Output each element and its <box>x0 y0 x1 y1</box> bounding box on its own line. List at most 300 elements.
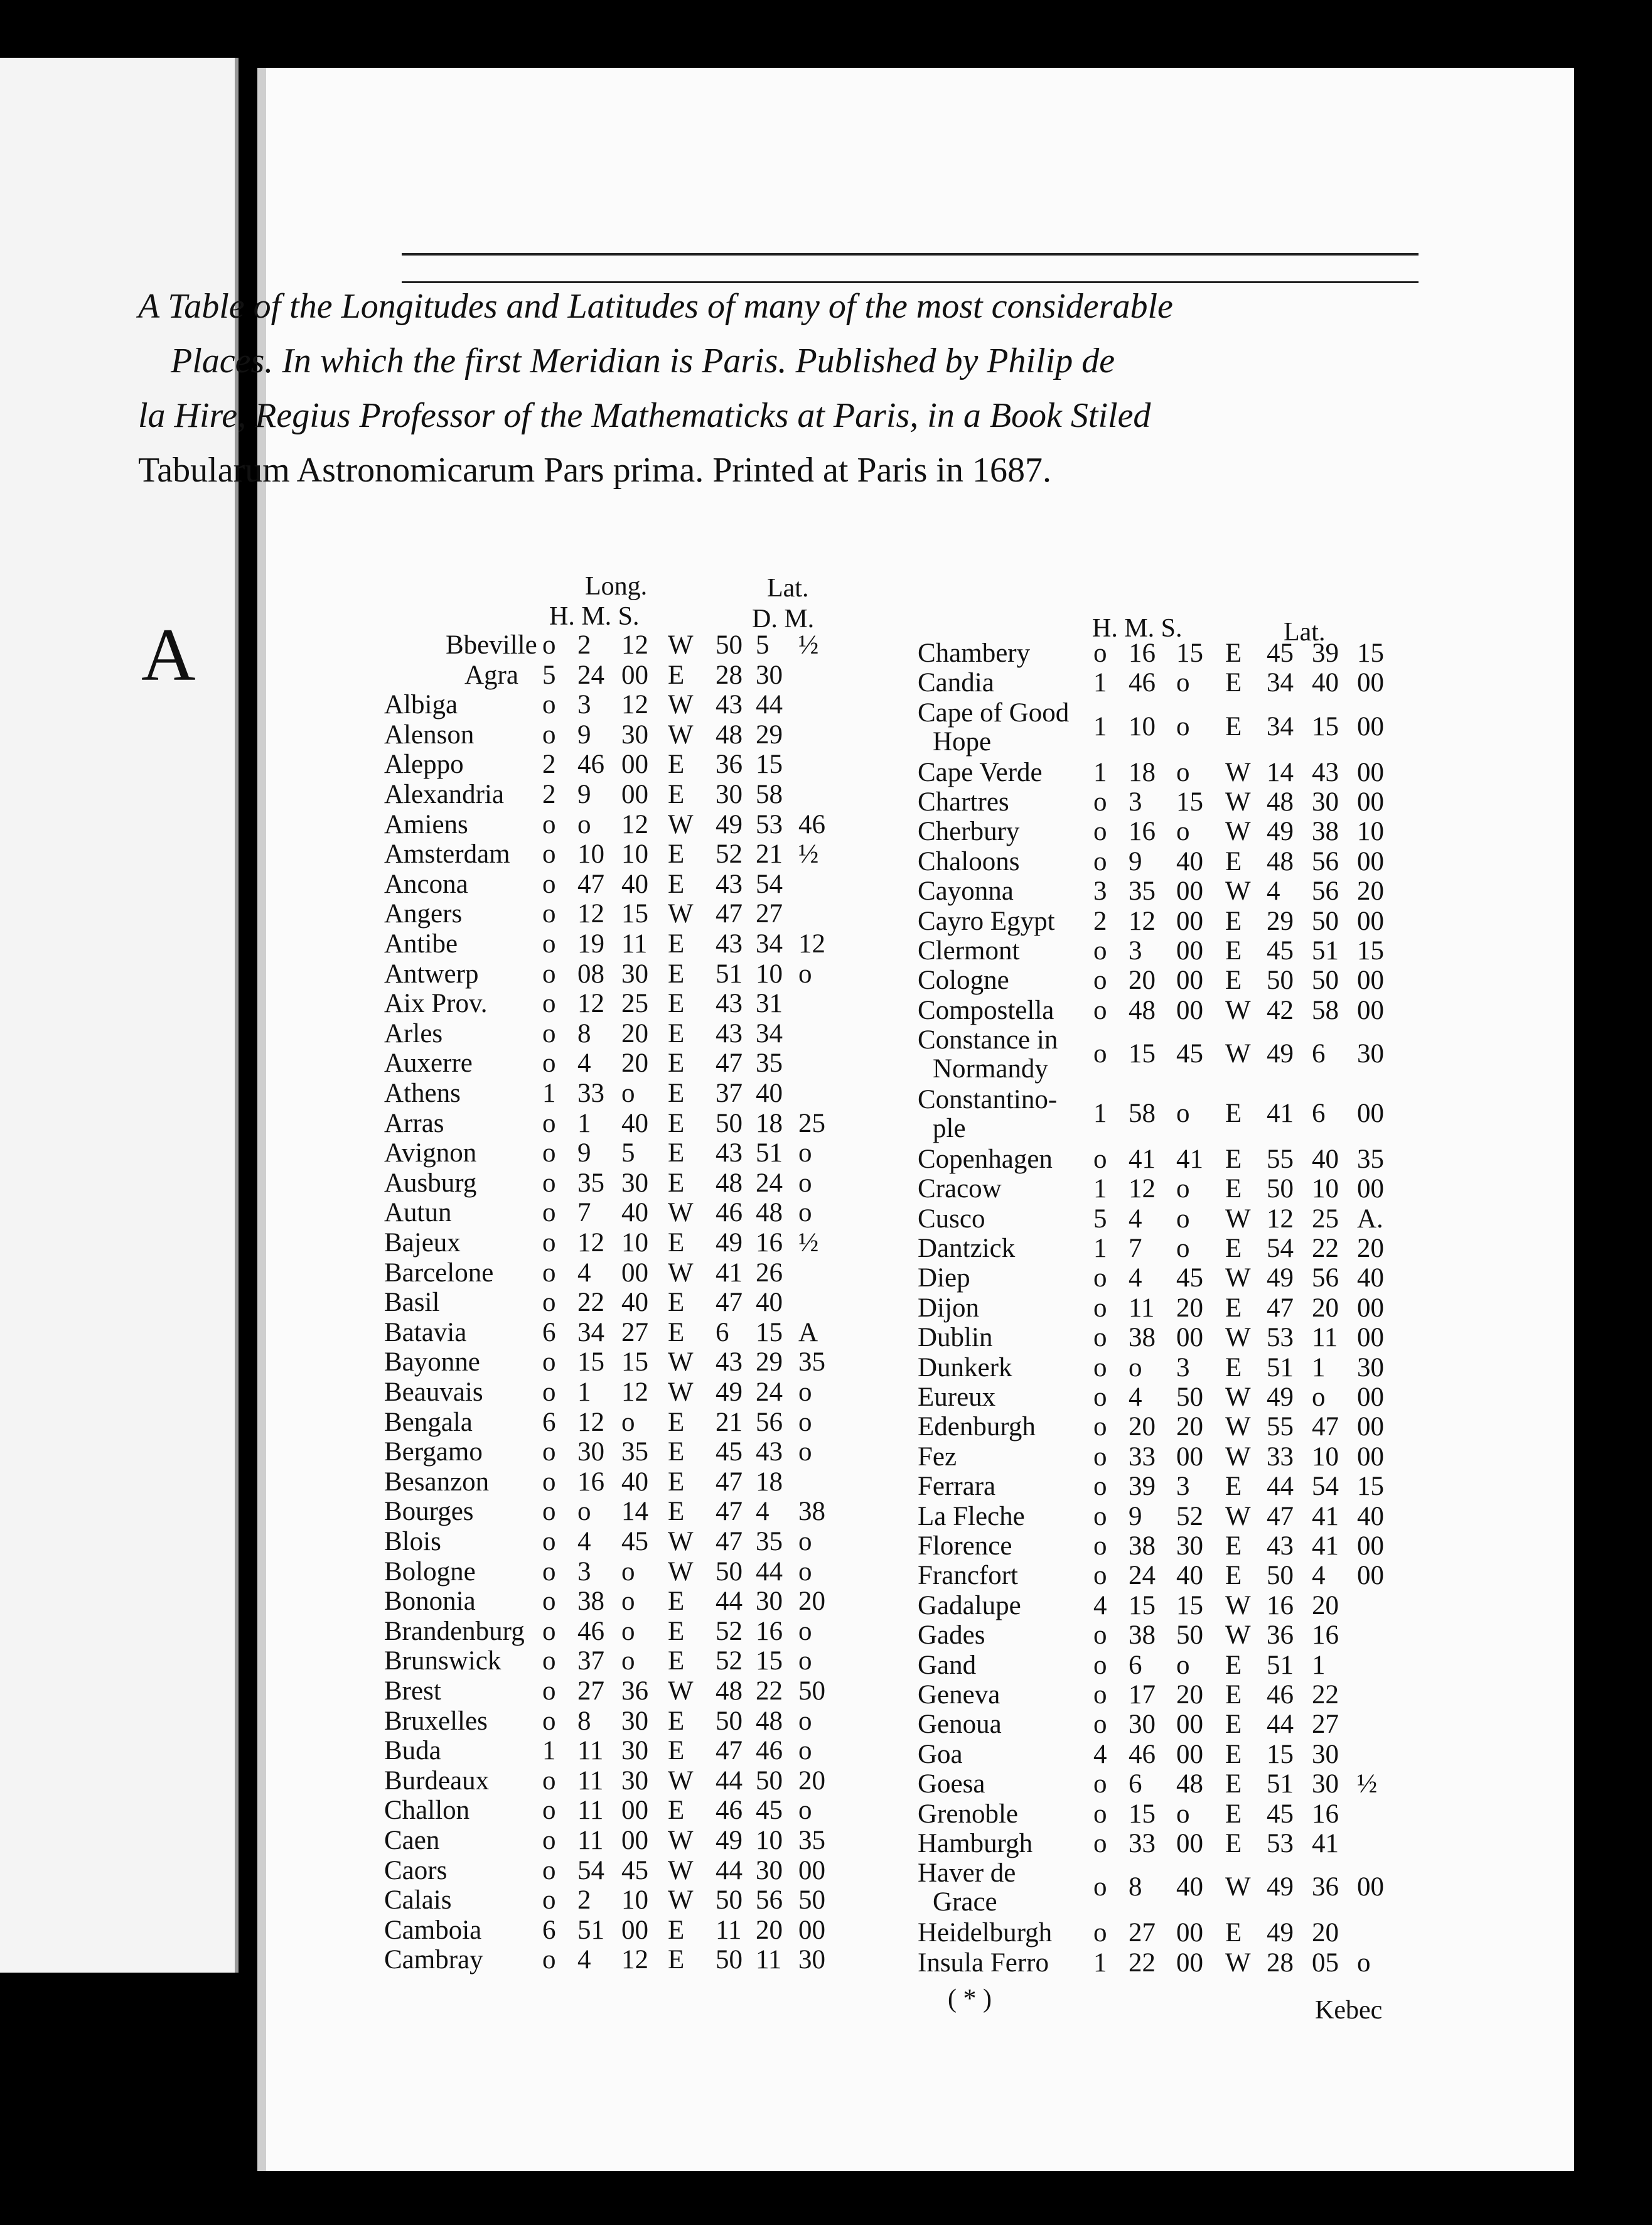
table-row <box>918 817 1407 847</box>
place-name: Insula Ferro <box>918 1948 1049 1978</box>
lat-minutes: 24 <box>756 1168 783 1198</box>
long-hours: 2 <box>1093 906 1107 936</box>
lat-minutes: 44 <box>756 1556 783 1587</box>
long-seconds: 00 <box>621 660 648 690</box>
long-minutes: 48 <box>1129 995 1156 1025</box>
lat-minutes: 51 <box>1312 936 1339 966</box>
long-minutes: 58 <box>1129 1099 1156 1128</box>
long-seconds: 20 <box>1176 1412 1203 1442</box>
lat-minutes: 26 <box>756 1258 783 1288</box>
lat-degrees: 53 <box>1267 1323 1294 1353</box>
long-seconds: o <box>621 1407 635 1437</box>
lat-extra: o <box>798 1796 812 1826</box>
place-name: Ferrara <box>918 1472 996 1502</box>
lat-degrees: 45 <box>1267 936 1294 966</box>
direction: E <box>668 1497 685 1527</box>
direction: E <box>1225 1769 1242 1799</box>
long-seconds: 20 <box>621 1018 648 1048</box>
lat-degrees: 51 <box>1267 1769 1294 1799</box>
long-minutes: 11 <box>577 1796 604 1826</box>
lat-degrees: 36 <box>716 750 743 780</box>
lat-minutes: 6 <box>1312 1099 1326 1128</box>
lat-minutes: 53 <box>756 809 783 839</box>
signature-mark: ( * ) <box>948 1985 992 2013</box>
place-name: Haver de <box>918 1858 1016 1888</box>
long-minutes: 12 <box>1129 1174 1156 1204</box>
long-minutes: 12 <box>577 899 604 929</box>
lat-degrees: 49 <box>716 1377 743 1407</box>
place-name: Diep <box>918 1263 970 1293</box>
place-name: Cracow <box>918 1174 1002 1204</box>
long-minutes: 11 <box>577 1826 604 1855</box>
lat-extra: 00 <box>1357 1323 1384 1353</box>
direction: W <box>668 1527 694 1556</box>
long-minutes: o <box>577 1497 591 1527</box>
place-name: Edenburgh <box>918 1412 1036 1442</box>
long-hours: o <box>542 869 556 899</box>
long-minutes: 12 <box>1129 906 1156 936</box>
lat-minutes: 48 <box>756 1198 783 1228</box>
lat-extra: o <box>798 1556 812 1587</box>
direction: E <box>1225 1099 1242 1128</box>
long-minutes: 33 <box>1129 1441 1156 1472</box>
lat-degrees: 49 <box>1267 1872 1294 1902</box>
table-row <box>918 848 1407 877</box>
lat-extra: 00 <box>798 1915 825 1945</box>
long-hours: o <box>542 1527 556 1556</box>
long-seconds: 00 <box>1176 1829 1203 1858</box>
long-minutes: 46 <box>577 750 604 780</box>
long-seconds: 00 <box>621 1796 648 1826</box>
drop-cap: A <box>141 613 196 696</box>
lat-extra: 00 <box>1357 1872 1384 1902</box>
direction: E <box>668 989 685 1019</box>
table-row <box>918 996 1407 1026</box>
long-hours: o <box>542 630 556 660</box>
long-minutes: 35 <box>1129 876 1156 907</box>
direction: W <box>1225 1872 1251 1902</box>
lat-degrees: 33 <box>1267 1441 1294 1472</box>
long-seconds: 00 <box>1176 1739 1203 1769</box>
place-name: Angers <box>384 899 463 929</box>
lat-extra: 35 <box>1357 1144 1384 1174</box>
long-seconds: 12 <box>621 630 648 660</box>
long-seconds: 20 <box>1176 1293 1203 1323</box>
place-name: Geneva <box>918 1680 1000 1710</box>
left-hms-header: H. M. S. <box>549 602 640 631</box>
lat-degrees: 34 <box>1267 711 1294 741</box>
direction: W <box>1225 1501 1251 1531</box>
lat-minutes: 11 <box>756 1945 782 1975</box>
table-row <box>384 1348 861 1378</box>
long-seconds: o <box>1176 1174 1190 1204</box>
table-row <box>384 1318 861 1349</box>
lat-minutes: 43 <box>1312 757 1339 787</box>
lat-degrees: 50 <box>1267 966 1294 996</box>
long-seconds: 20 <box>1176 1680 1203 1710</box>
long-minutes: 15 <box>1129 1590 1156 1620</box>
long-hours: o <box>542 1826 556 1855</box>
left-dm-header: D. M. <box>752 605 815 633</box>
long-hours: 1 <box>542 1079 556 1108</box>
direction: E <box>668 1407 685 1437</box>
lat-minutes: 10 <box>1312 1441 1339 1472</box>
lat-degrees: 50 <box>1267 1561 1294 1591</box>
table-row <box>918 1234 1407 1264</box>
lat-minutes: 50 <box>756 1765 783 1796</box>
long-hours: o <box>1093 817 1107 847</box>
place-name: Aleppo <box>384 750 464 780</box>
place-name: Alexandria <box>384 780 505 809</box>
table-row <box>918 1919 1407 1948</box>
direction: W <box>1225 1948 1251 1978</box>
long-seconds: 00 <box>1176 1441 1203 1472</box>
lat-minutes: 50 <box>1312 966 1339 996</box>
lat-minutes: 1 <box>1312 1650 1326 1680</box>
place-name: Clermont <box>918 936 1020 966</box>
long-hours: o <box>1093 1561 1107 1591</box>
long-hours: o <box>542 1765 556 1796</box>
lat-degrees: 50 <box>716 1108 743 1138</box>
lat-degrees: 48 <box>1267 846 1294 876</box>
lat-minutes: 51 <box>756 1138 783 1168</box>
long-hours: o <box>542 1676 556 1706</box>
lat-degrees: 46 <box>716 1796 743 1826</box>
long-seconds: o <box>621 1556 635 1587</box>
lat-minutes: 34 <box>756 929 783 959</box>
lat-degrees: 47 <box>716 1288 743 1318</box>
place-name: Brest <box>384 1676 441 1706</box>
place-name: Bayonne <box>384 1347 480 1377</box>
lat-minutes: 22 <box>1312 1680 1339 1710</box>
long-hours: 6 <box>542 1317 556 1347</box>
long-minutes: 18 <box>1129 757 1156 787</box>
lat-extra: 00 <box>1357 1561 1384 1591</box>
direction: E <box>668 1467 685 1497</box>
place-name: Caen <box>384 1826 440 1855</box>
lat-degrees: 48 <box>716 1676 743 1706</box>
place-name: Challon <box>384 1796 470 1826</box>
table-row <box>384 840 861 870</box>
place-name: Camboia <box>384 1915 482 1945</box>
long-hours: o <box>1093 966 1107 996</box>
lat-minutes: 24 <box>756 1377 783 1407</box>
table-row <box>918 1949 1407 1978</box>
lat-minutes: 46 <box>756 1736 783 1766</box>
long-hours: 1 <box>1093 1174 1107 1204</box>
direction: E <box>668 750 685 780</box>
long-minutes: 27 <box>1129 1918 1156 1948</box>
lat-extra: o <box>798 1736 812 1766</box>
long-seconds: o <box>1176 711 1190 741</box>
lat-degrees: 44 <box>1267 1710 1294 1740</box>
long-hours: o <box>542 1587 556 1617</box>
long-hours: o <box>1093 936 1107 966</box>
long-hours: 4 <box>1093 1590 1107 1620</box>
table-row <box>384 1647 861 1677</box>
lat-minutes: 29 <box>756 719 783 750</box>
right-hms-header: H. M. S. <box>1092 614 1183 643</box>
long-hours: o <box>542 1048 556 1079</box>
lat-extra: 25 <box>798 1108 825 1138</box>
lat-extra: 15 <box>1357 1472 1384 1502</box>
lat-extra: 00 <box>798 1855 825 1885</box>
table-row <box>918 1026 1407 1085</box>
direction: E <box>668 1048 685 1079</box>
long-minutes: 20 <box>1129 966 1156 996</box>
direction: E <box>1225 1352 1242 1382</box>
long-minutes: 1 <box>577 1108 591 1138</box>
long-hours: o <box>1093 1382 1107 1412</box>
table-row <box>384 1020 861 1050</box>
long-minutes: 34 <box>577 1317 604 1347</box>
place-name: Florence <box>918 1531 1012 1561</box>
long-minutes: 8 <box>577 1706 591 1736</box>
long-minutes: 3 <box>1129 936 1142 966</box>
lat-degrees: 53 <box>1267 1829 1294 1858</box>
lat-minutes: 30 <box>1312 1769 1339 1799</box>
direction: E <box>668 1646 685 1676</box>
place-name: Albiga <box>384 690 458 720</box>
direction: W <box>668 1885 694 1915</box>
direction: E <box>1225 1561 1242 1591</box>
place-name: Dunkerk <box>918 1352 1012 1382</box>
table-row <box>384 1079 861 1109</box>
long-hours: o <box>1093 995 1107 1025</box>
table-row <box>918 1472 1407 1502</box>
lat-degrees: 45 <box>1267 638 1294 668</box>
direction: W <box>1225 1620 1251 1651</box>
direction: W <box>668 1347 694 1377</box>
long-hours: 1 <box>1093 1948 1107 1978</box>
place-name: Ausburg <box>384 1168 477 1198</box>
lat-extra: o <box>798 1646 812 1676</box>
title-line: A Table of the Longitudes and Latitudes of many of the most considerable <box>138 287 1173 326</box>
place-name: Grace <box>933 1887 997 1917</box>
lat-extra: 00 <box>1357 1441 1384 1472</box>
direction: E <box>1225 668 1242 698</box>
lat-minutes: 30 <box>1312 787 1339 817</box>
lat-extra: 12 <box>798 929 825 959</box>
lat-minutes: 4 <box>756 1497 770 1527</box>
long-hours: o <box>1093 1323 1107 1353</box>
lat-extra: 00 <box>1357 1412 1384 1442</box>
lat-minutes: 16 <box>1312 1620 1339 1651</box>
long-seconds: 45 <box>1176 1039 1203 1069</box>
long-seconds: 00 <box>621 1915 648 1945</box>
place-name: Fez <box>918 1441 957 1472</box>
long-seconds: 00 <box>1176 1948 1203 1978</box>
table-row <box>918 877 1407 907</box>
long-hours: 1 <box>1093 668 1107 698</box>
lat-minutes: 50 <box>1312 906 1339 936</box>
lat-minutes: 38 <box>1312 817 1339 847</box>
lat-minutes: 40 <box>1312 1144 1339 1174</box>
table-row <box>384 1468 861 1498</box>
lat-degrees: 21 <box>716 1407 743 1437</box>
long-hours: o <box>542 1945 556 1975</box>
long-hours: o <box>542 1108 556 1138</box>
lat-minutes: 20 <box>1312 1918 1339 1948</box>
long-minutes: 17 <box>1129 1680 1156 1710</box>
table-row <box>918 1829 1407 1859</box>
long-hours: o <box>542 1288 556 1318</box>
place-name: Amiens <box>384 809 468 839</box>
long-hours: o <box>1093 1650 1107 1680</box>
long-minutes: 15 <box>577 1347 604 1377</box>
lat-extra: o <box>798 1706 812 1736</box>
lat-minutes: 21 <box>756 839 783 870</box>
long-hours: o <box>542 839 556 870</box>
direction: E <box>1225 1293 1242 1323</box>
place-name: Brandenburg <box>384 1616 525 1646</box>
table-row <box>384 1558 861 1588</box>
direction: E <box>668 839 685 870</box>
long-minutes: o <box>577 809 591 839</box>
long-hours: o <box>542 809 556 839</box>
long-minutes: 27 <box>577 1676 604 1706</box>
place-name: Cayonna <box>918 876 1014 907</box>
catchword: Kebec <box>1315 1996 1383 2025</box>
direction: E <box>668 780 685 809</box>
lat-extra: 00 <box>1357 1099 1384 1128</box>
lat-extra: A <box>798 1317 818 1347</box>
place-name: Auxerre <box>384 1048 473 1079</box>
lat-extra: o <box>798 1437 812 1467</box>
lat-degrees: 45 <box>1267 1799 1294 1829</box>
long-minutes: 22 <box>577 1288 604 1318</box>
place-name: La Fleche <box>918 1501 1025 1531</box>
left-lat-header: Lat. <box>767 574 809 603</box>
place-name: Brunswick <box>384 1646 501 1676</box>
long-seconds: 10 <box>621 1228 648 1258</box>
long-seconds: 00 <box>1176 995 1203 1025</box>
direction: W <box>1225 1039 1251 1069</box>
long-seconds: 48 <box>1176 1769 1203 1799</box>
place-name: Aix Prov. <box>384 989 488 1019</box>
table-row <box>918 758 1407 788</box>
lat-minutes: 30 <box>756 1855 783 1885</box>
direction: E <box>1225 1710 1242 1740</box>
table-row <box>384 989 861 1020</box>
lat-degrees: 47 <box>716 1736 743 1766</box>
place-name: Chartres <box>918 787 1009 817</box>
long-seconds: 00 <box>1176 876 1203 907</box>
table-row <box>384 1259 861 1289</box>
lat-degrees: 43 <box>716 989 743 1019</box>
table-row <box>384 1826 861 1856</box>
long-hours: o <box>1093 1263 1107 1293</box>
lat-degrees: 49 <box>1267 1263 1294 1293</box>
lat-minutes: 20 <box>1312 1590 1339 1620</box>
direction: E <box>1225 906 1242 936</box>
long-seconds: o <box>1176 668 1190 698</box>
long-seconds: o <box>1176 1234 1190 1263</box>
long-hours: o <box>542 959 556 989</box>
lat-extra: 00 <box>1357 1293 1384 1323</box>
place-name: Batavia <box>384 1317 467 1347</box>
table-row <box>384 661 861 691</box>
long-seconds: 20 <box>621 1048 648 1079</box>
lat-extra: 00 <box>1357 1382 1384 1412</box>
long-minutes: 39 <box>1129 1472 1156 1502</box>
lat-minutes: 27 <box>756 899 783 929</box>
long-seconds: 40 <box>1176 1872 1203 1902</box>
lat-degrees: 28 <box>1267 1948 1294 1978</box>
long-minutes: 35 <box>577 1168 604 1198</box>
direction: W <box>668 1258 694 1288</box>
long-minutes: 4 <box>577 1945 591 1975</box>
direction: W <box>1225 787 1251 817</box>
table-row <box>384 1378 861 1408</box>
lat-minutes: 18 <box>756 1108 783 1138</box>
long-hours: o <box>542 929 556 959</box>
table-row <box>918 1264 1407 1293</box>
long-minutes: 4 <box>577 1527 591 1556</box>
lat-minutes: 20 <box>756 1915 783 1945</box>
place-name: Normandy <box>933 1054 1048 1084</box>
place-name: Agra <box>464 660 518 690</box>
long-seconds: o <box>1176 1099 1190 1128</box>
long-minutes: 47 <box>577 869 604 899</box>
long-seconds: o <box>621 1079 635 1108</box>
lat-degrees: 4 <box>1267 876 1280 907</box>
long-seconds: 45 <box>1176 1263 1203 1293</box>
place-name: Basil <box>384 1288 440 1318</box>
long-hours: o <box>542 1706 556 1736</box>
lat-degrees: 50 <box>1267 1174 1294 1204</box>
long-hours: o <box>542 1646 556 1676</box>
long-seconds: 30 <box>621 1765 648 1796</box>
place-name: Chambery <box>918 638 1031 668</box>
lat-extra: 00 <box>1357 906 1384 936</box>
long-minutes: 30 <box>1129 1710 1156 1740</box>
table-row <box>384 1438 861 1468</box>
place-name: Cologne <box>918 966 1009 996</box>
lat-minutes: 5 <box>756 630 770 660</box>
long-seconds: 50 <box>1176 1382 1203 1412</box>
lat-minutes: 10 <box>1312 1174 1339 1204</box>
title-line: Places. In which the first Meridian is Paris. Published by Philip de <box>171 342 1115 380</box>
lat-minutes: 56 <box>756 1407 783 1437</box>
lat-extra: 00 <box>1357 1174 1384 1204</box>
lat-extra: 50 <box>798 1885 825 1915</box>
long-seconds: 00 <box>1176 936 1203 966</box>
place-name: Dijon <box>918 1293 979 1323</box>
lat-degrees: 52 <box>716 839 743 870</box>
long-seconds: o <box>1176 1799 1190 1829</box>
direction: W <box>1225 1382 1251 1412</box>
place-name: Hope <box>933 726 992 757</box>
direction: E <box>1225 1472 1242 1502</box>
lat-minutes: 39 <box>1312 638 1339 668</box>
long-hours: 4 <box>1093 1739 1107 1769</box>
lat-minutes: 56 <box>1312 876 1339 907</box>
direction: E <box>668 1587 685 1617</box>
table-row <box>384 1229 861 1259</box>
lat-degrees: 45 <box>716 1437 743 1467</box>
place-name: Eureux <box>918 1382 996 1412</box>
lat-extra: o <box>798 1616 812 1646</box>
long-seconds: 00 <box>621 1258 648 1288</box>
place-name: Gand <box>918 1650 977 1680</box>
lat-degrees: 50 <box>716 630 743 660</box>
lat-extra: 00 <box>1357 711 1384 741</box>
lat-minutes: 58 <box>756 780 783 809</box>
lat-degrees: 47 <box>716 1048 743 1079</box>
table-row <box>384 1856 861 1887</box>
lat-extra: 00 <box>1357 966 1384 996</box>
